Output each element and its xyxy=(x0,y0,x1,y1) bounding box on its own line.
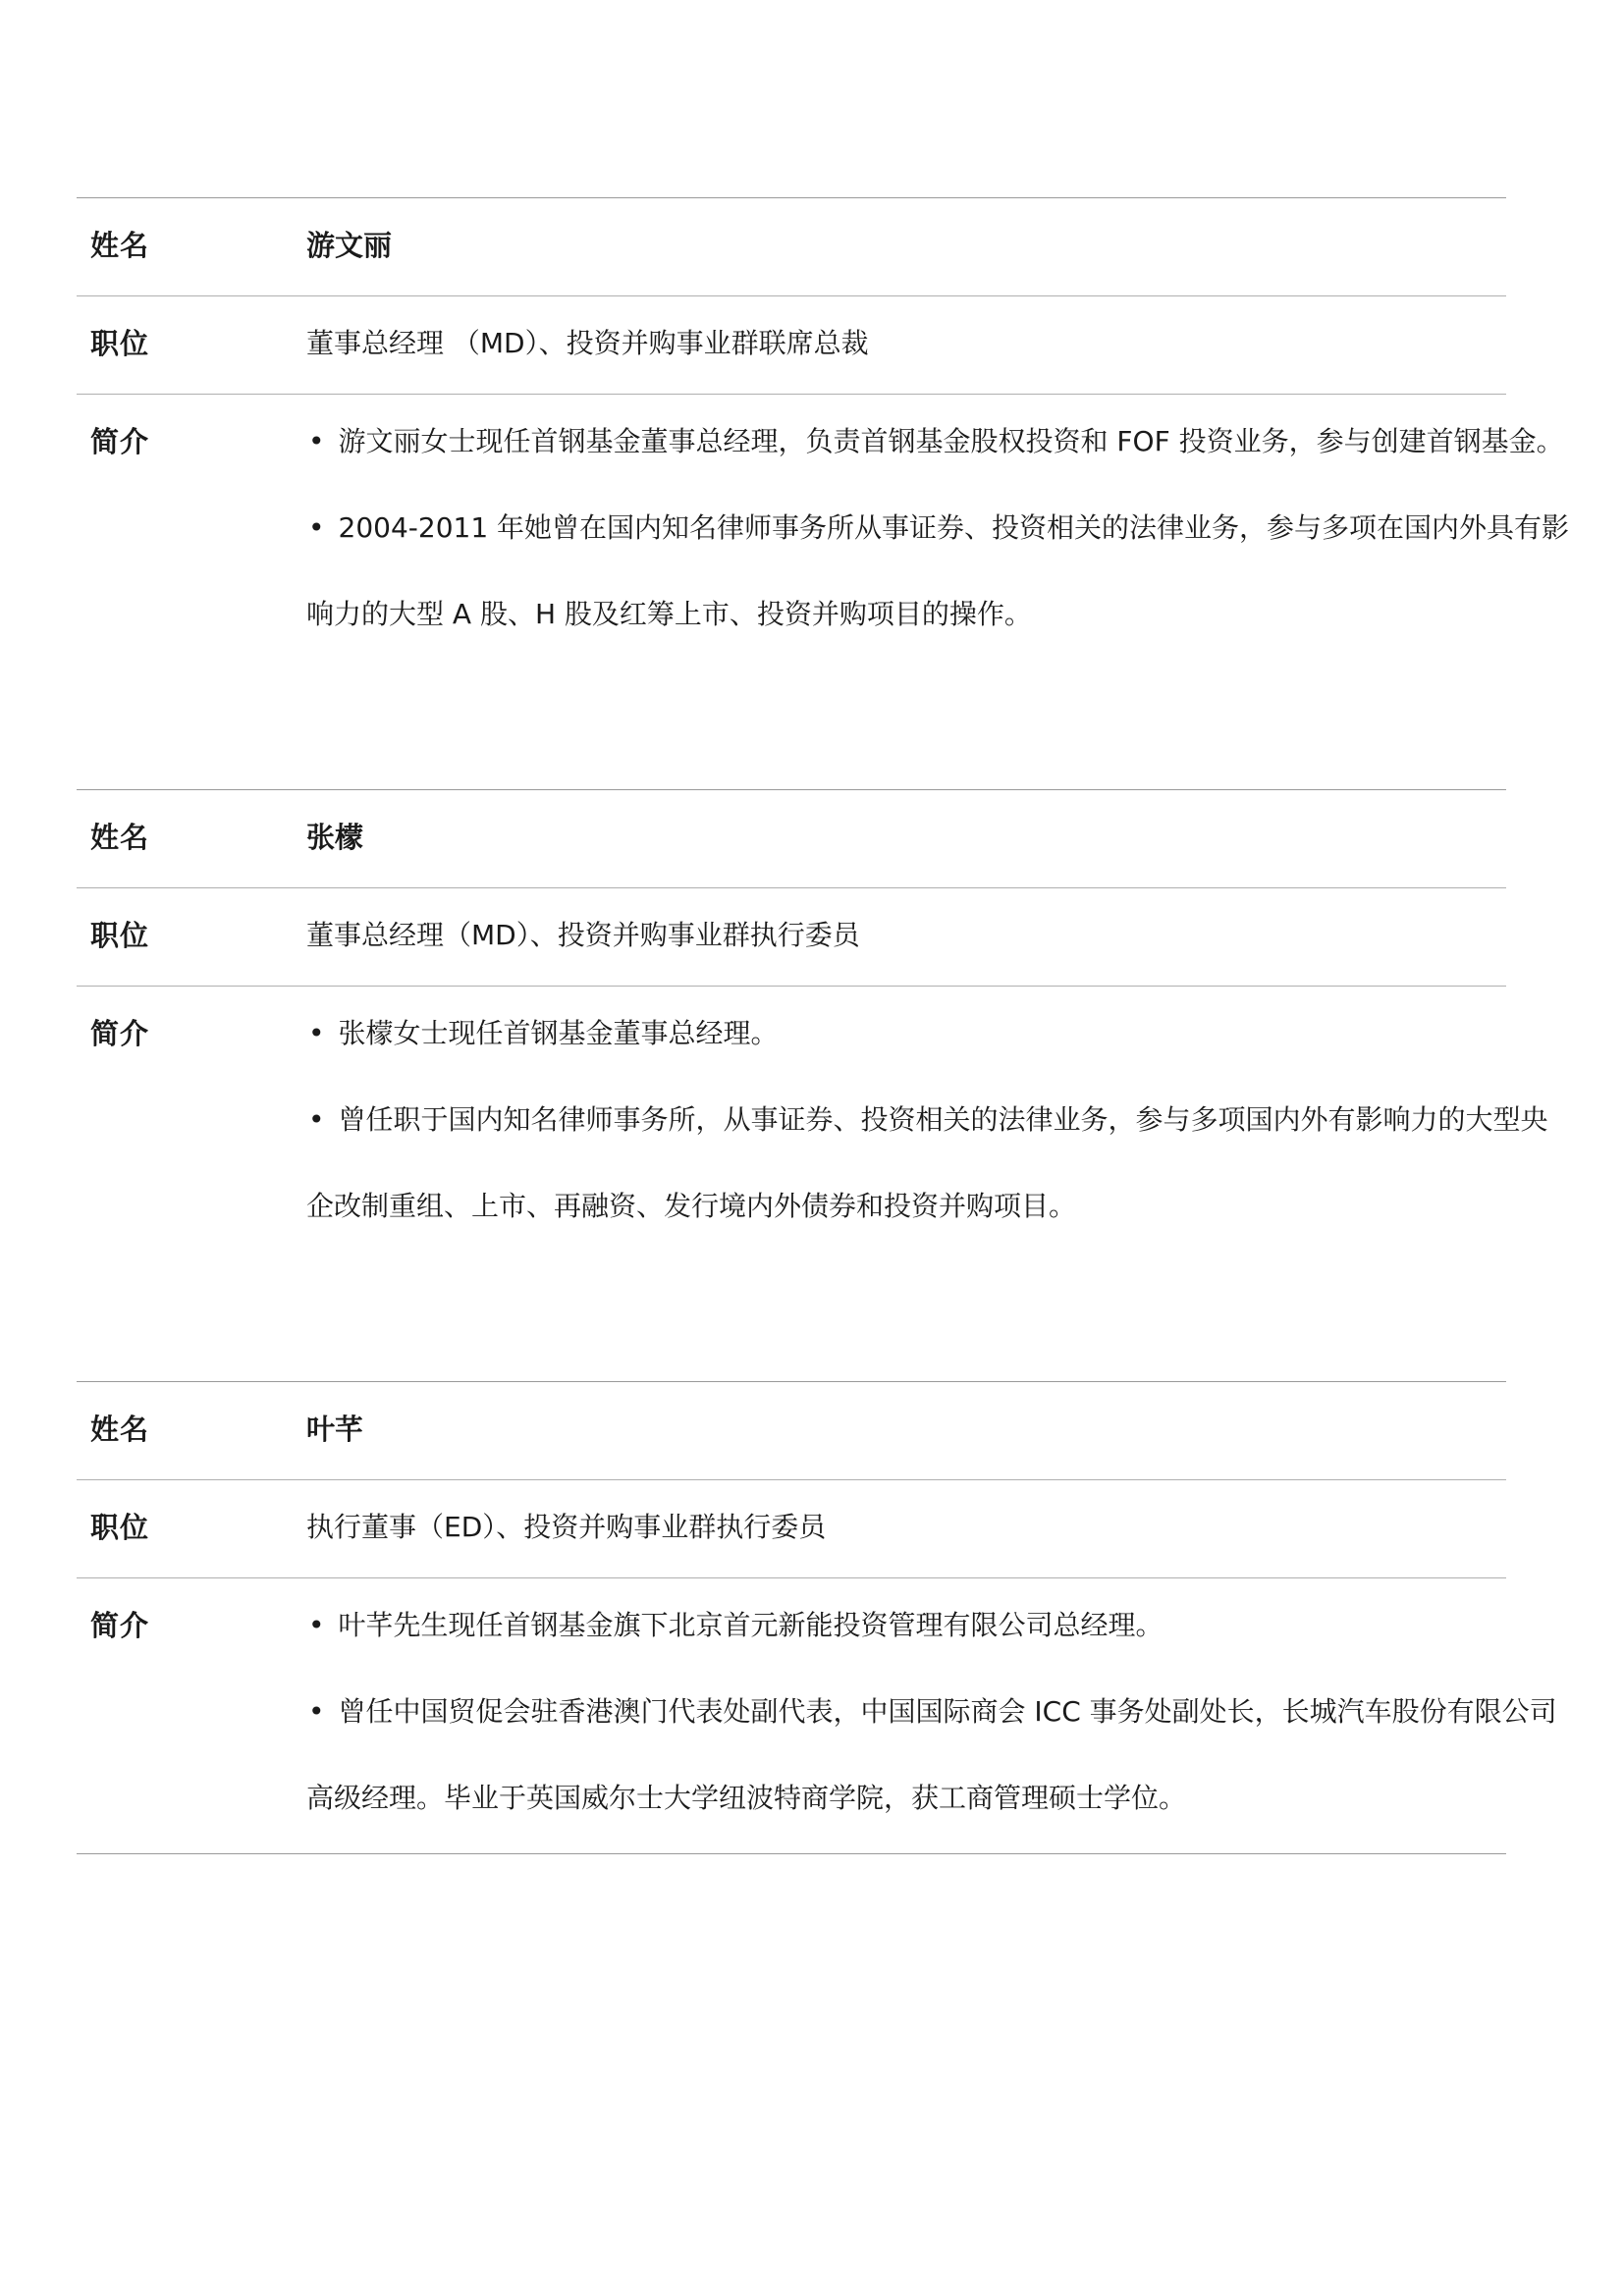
bullet-icon: • xyxy=(308,1609,325,1641)
bio-item xyxy=(306,485,1573,658)
profile-list xyxy=(77,197,1570,1854)
bio-label: 简介 xyxy=(90,1609,150,1642)
name-label: 姓名 xyxy=(90,821,150,854)
position-row xyxy=(77,1480,1506,1578)
bio-item xyxy=(306,1582,1573,1669)
bio-row xyxy=(77,395,1570,707)
person-name: 叶芊 xyxy=(306,1413,364,1446)
bio-item xyxy=(306,399,1573,485)
position-label: 职位 xyxy=(90,1511,150,1544)
bullet-icon: • xyxy=(308,425,325,457)
bio-item xyxy=(306,1669,1573,1842)
position-row xyxy=(77,888,1506,987)
name-row xyxy=(77,790,1506,888)
bio-row xyxy=(77,1578,1557,1853)
position-row xyxy=(77,296,1506,395)
bio-text: 2004-2011 年她曾在国内知名律师事务所从事证券、投资相关的法律业务，参与多项在国内外具有影响力的大型 A 股、H 股及红筹上市、投资并购项目的操作。 xyxy=(306,511,1570,630)
name-label: 姓名 xyxy=(90,229,150,262)
name-row xyxy=(77,1382,1506,1480)
bio-row xyxy=(77,987,1548,1299)
bullet-icon: • xyxy=(308,1017,325,1049)
profile-card xyxy=(77,789,1548,1299)
person-position: 董事总经理 （MD）、投资并购事业群联席总裁 xyxy=(306,327,869,359)
name-label: 姓名 xyxy=(90,1413,150,1446)
bio-item xyxy=(306,990,1573,1077)
bullet-icon: • xyxy=(308,1695,325,1728)
bio-label: 简介 xyxy=(90,425,150,458)
profile-card xyxy=(77,197,1570,707)
bio-label: 简介 xyxy=(90,1017,150,1050)
bio-text: 张檬女士现任首钢基金董事总经理。 xyxy=(338,1017,779,1049)
person-name: 游文丽 xyxy=(306,229,393,262)
bullet-icon: • xyxy=(308,1103,325,1136)
bio-text: 叶芊先生现任首钢基金旗下北京首元新能投资管理有限公司总经理。 xyxy=(338,1609,1164,1641)
profile-card xyxy=(77,1381,1557,1854)
bullet-icon: • xyxy=(308,511,325,544)
name-row xyxy=(77,198,1506,296)
person-name: 张檬 xyxy=(306,821,364,854)
bio-list xyxy=(306,395,1573,707)
bio-text: 曾任职于国内知名律师事务所，从事证券、投资相关的法律业务，参与多项国内外有影响力的大型央企改制重组、上市、再融资、发行境内外债券和投资并购项目。 xyxy=(306,1103,1548,1222)
bio-text: 游文丽女士现任首钢基金董事总经理，负责首钢基金股权投资和 FOF 投资业务，参与创建首钢基金。 xyxy=(338,425,1564,457)
person-position: 执行董事（ED）、投资并购事业群执行委员 xyxy=(306,1511,827,1543)
bio-text: 曾任中国贸促会驻香港澳门代表处副代表，中国国际商会 ICC 事务处副处长，长城汽车股份有限公司高级经理。毕业于英国威尔士大学纽波特商学院，获工商管理硕士学位。 xyxy=(306,1695,1557,1814)
bio-item xyxy=(306,1077,1573,1250)
bio-list xyxy=(306,987,1573,1299)
position-label: 职位 xyxy=(90,327,150,360)
position-label: 职位 xyxy=(90,919,150,952)
bio-list xyxy=(306,1578,1573,1853)
person-position: 董事总经理（MD）、投资并购事业群执行委员 xyxy=(306,919,860,951)
